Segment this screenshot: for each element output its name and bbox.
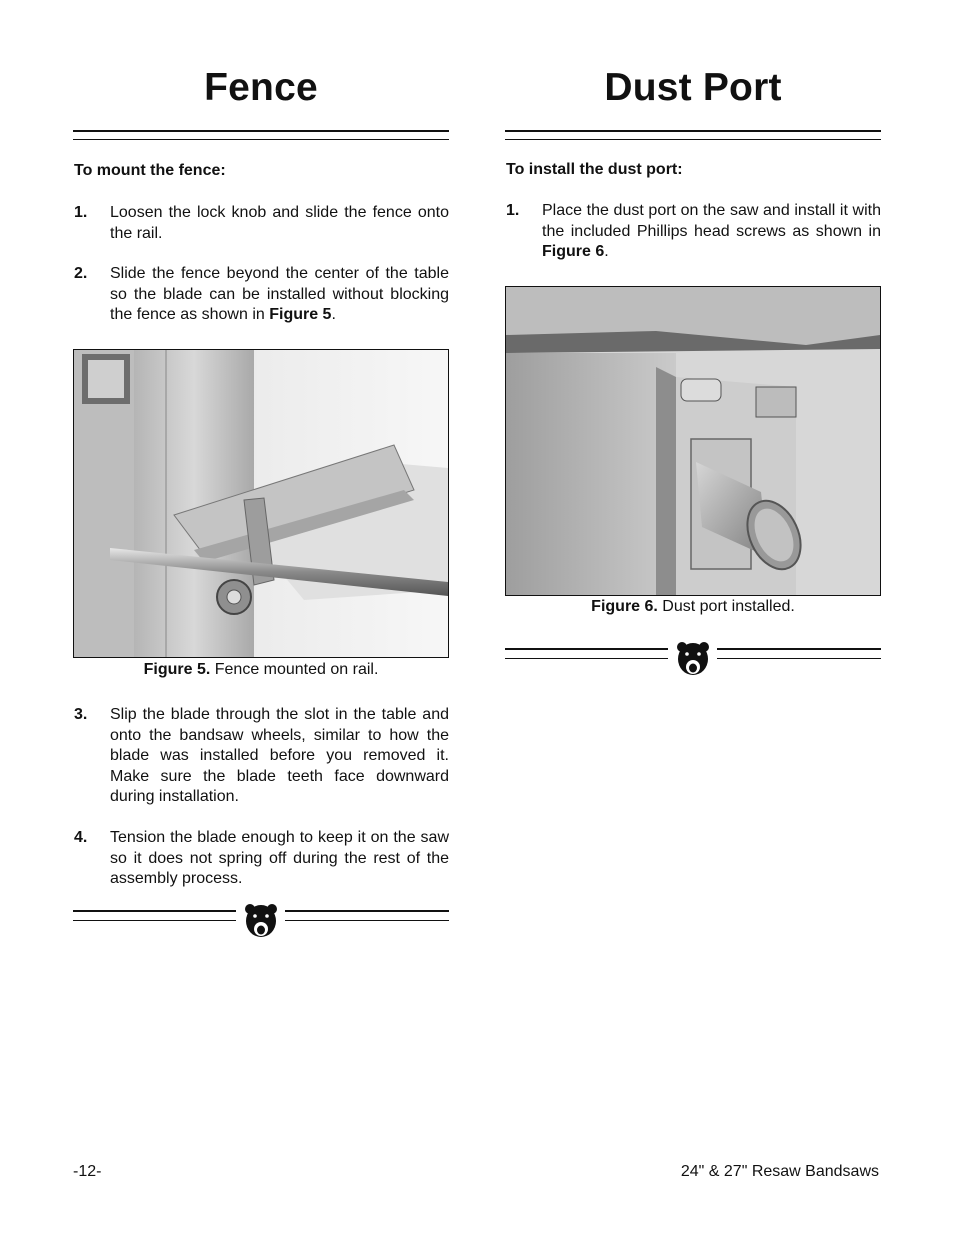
step-number: 1. [506, 202, 520, 219]
dust-port-title: Dust Port [604, 66, 782, 109]
step-number: 2. [74, 265, 88, 282]
step-text: Slide the fence beyond the center of the table so the blade can be installed without blocking the fence as shown in Figure 5. [110, 265, 449, 324]
section-end-divider [73, 902, 449, 942]
fence-photo-illustration [74, 350, 448, 657]
manual-title: 24" & 27" Resaw Bandsaws [680, 1163, 879, 1180]
step-text: Tension the blade enough to keep it on the saw so it does not spring off during the rest of the assembly process. [110, 829, 449, 888]
step-text: Place the dust port on the saw and install it with the included Phillips head screws as shown in Figure 6. [542, 202, 881, 261]
fence-step-3 [74, 705, 449, 808]
step-number: 1. [74, 204, 88, 221]
figure-6-photo [505, 286, 881, 596]
figure-6-caption: Figure 6. Dust port installed. [591, 598, 795, 615]
fence-step-4 [74, 828, 449, 890]
section-rule [505, 130, 881, 140]
section-end-divider [505, 640, 881, 680]
step-number: 3. [74, 706, 88, 723]
fence-subhead: To mount the fence: [74, 162, 226, 179]
page-number: -12- [73, 1163, 102, 1180]
dust-port-subhead: To install the dust port: [506, 161, 683, 178]
section-rule [73, 130, 449, 140]
fence-step-1 [74, 203, 449, 244]
figure-reference: Figure 6 [542, 243, 605, 261]
step-text: Loosen the lock knob and slide the fence onto the rail. [110, 204, 449, 242]
figure-5-photo [73, 349, 449, 658]
fence-title: Fence [204, 66, 318, 109]
dust-port-photo-illustration [506, 287, 880, 595]
step-number: 4. [74, 829, 88, 846]
bear-logo-icon [241, 902, 281, 942]
figure-reference: Figure 5 [269, 306, 332, 324]
fence-step-2 [74, 264, 449, 326]
bear-logo-icon [673, 640, 713, 680]
dust-port-step-1 [506, 201, 881, 263]
step-text: Slip the blade through the slot in the table and onto the bandsaw wheels, similar to how the blade was installed before you removed it. Make sure the blade teeth face downward during installation. [110, 706, 449, 806]
figure-5-caption: Figure 5. Fence mounted on rail. [143, 661, 379, 678]
